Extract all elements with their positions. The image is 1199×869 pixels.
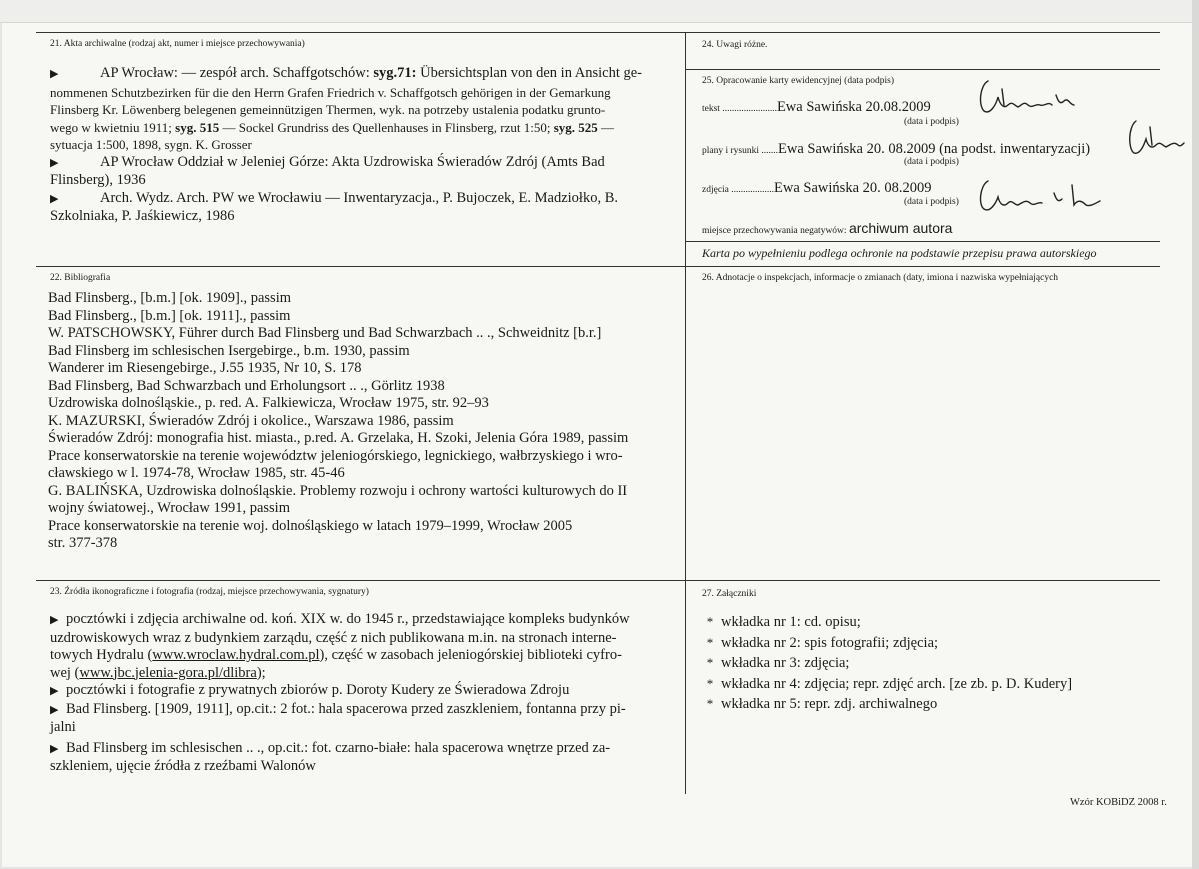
- source-text: Bad Flinsberg. [1909, 1911], op.cit.: 2 fot.: hala spacerowa przed zaszkleniem, fontanna przy pi-: [66, 700, 626, 717]
- scan-right-edge: [1192, 0, 1199, 869]
- attachment-label: wkładka nr 4: zdjęcia; repr. zdjęć arch. [ze zb. p. D. Kudery]: [721, 675, 1073, 692]
- signature-ref: syg.71:: [373, 65, 417, 81]
- bullet-icon: *: [706, 655, 714, 670]
- signature-plany: [1124, 115, 1190, 163]
- archive-entry-1-line2: nommenen Schutzbezirken für die den Herrn Grafen Friedrich v. Schaffgotsch gehörigen in der Gemarkung: [50, 84, 611, 100]
- arrow-icon: ▶: [50, 703, 59, 716]
- row-divider-2: [36, 580, 1160, 581]
- bibliography-entry: Bad Flinsberg., [b.m.] [ok. 1911]., passim: [48, 307, 291, 324]
- attachments-list: [699, 612, 1169, 715]
- jbc-link[interactable]: www.jbc.jelenia-gora.pl/dlibra: [79, 664, 257, 681]
- zdjecia-value: Ewa Sawińska 20. 08.2009: [774, 180, 932, 196]
- archive-entry-1-line4: [50, 119, 680, 137]
- document-page: [2, 23, 1192, 867]
- archive-entry-2: [50, 154, 680, 173]
- bibliography-entry: Prace konserwatorskie na terenie województw jeleniogórskiego, legnickiego, wałbrzyskiego i wro-: [48, 447, 623, 464]
- copyright-note: Karta po wypełnieniu podlega ochronie na podstawie przepisu prawa autorskiego: [702, 246, 1097, 260]
- tekst-value: Ewa Sawińska 20.08.2009: [776, 99, 931, 115]
- signature-zdjecia: [974, 175, 1114, 219]
- scan-top-band: [0, 0, 1199, 23]
- source-text: Bad Flinsberg im schlesischen .. ., op.cit.: fot. czarno-białe: hala spacerowa wnętrze przed za-: [66, 739, 611, 756]
- bibliography-entry: Bad Flinsberg im schlesischen Isergebirge., b.m. 1930, passim: [48, 342, 410, 359]
- attachment-item: [699, 612, 1169, 633]
- form-template-note: Wzór KOBiDZ 2008 r.: [1070, 797, 1167, 808]
- archive-entry-1-line5: sytuacja 1:500, 1898, sygn. K. Grosser: [50, 137, 252, 152]
- attachment-label: wkładka nr 3: zdjęcia;: [721, 655, 850, 671]
- attachment-item: [699, 674, 1169, 695]
- arrow-icon: ▶: [50, 614, 59, 626]
- bibliography-entry: Uzdrowiska dolnośląskie., p. red. A. Falkiewicza, Wrocław 1975, str. 92–93: [48, 395, 489, 411]
- arrow-icon: ▶: [50, 742, 59, 755]
- s24-divider: [685, 69, 1160, 70]
- bibliography-entry: str. 377-378: [48, 535, 118, 551]
- section-25-title: 25. Opracowanie karty ewidencyjnej (data podpis): [702, 76, 895, 86]
- source-entry-1-line3: [50, 647, 682, 665]
- source-text: pocztówki i fotografie z prywatnych zbiorów p. Doroty Kudery ze Świeradowa Zdroju: [66, 682, 570, 698]
- source-entry-4-line2: szkleniem, ujęcie źródła z rzeźbami Walonów: [50, 758, 316, 774]
- arrow-icon: ▶: [50, 192, 59, 205]
- bibliography-entry: W. PATSCHOWSKY, Führer durch Bad Flinsberg und Bad Schwarzbach .. ., Schweidnitz [b.r.]: [48, 325, 602, 341]
- attachment-item: [699, 694, 1169, 715]
- miejsce-value: archiwum autora: [848, 220, 953, 236]
- attachment-label: wkładka nr 5: repr. zdj. archiwalnego: [721, 696, 938, 712]
- data-i-podpis-label: (data i podpis): [904, 157, 959, 167]
- hydral-link[interactable]: www.wroclaw.hydral.com.pl: [152, 647, 320, 663]
- signature-tekst: [974, 75, 1084, 121]
- source-entry-1: [50, 611, 682, 630]
- arrow-icon: ▶: [50, 685, 59, 697]
- source-text: wej (: [50, 664, 80, 681]
- source-entry-3: [50, 701, 682, 720]
- bibliography-entry: Prace konserwatorskie na terenie woj. dolnośląskiego w latach 1979–1999, Wrocław 2005: [48, 517, 573, 534]
- archive-entry-3: [50, 190, 680, 209]
- source-text: towych Hydralu (: [50, 647, 153, 663]
- section-23-sources: [50, 611, 682, 776]
- source-entry-4: [50, 740, 682, 759]
- section-21-title: 21. Akta archiwalne (rodzaj akt, numer i miejsce przechowywania): [50, 39, 305, 49]
- attachment-label: wkładka nr 2: spis fotografii; zdjęcia;: [721, 634, 939, 651]
- data-i-podpis-label: (data i podpis): [904, 117, 959, 127]
- signature-ref: syg. 525: [553, 119, 598, 135]
- column-divider: [685, 32, 686, 794]
- bibliography-entry: Bad Flinsberg, Bad Schwarzbach und Erholungsort .. ., Görlitz 1938: [48, 377, 445, 394]
- archive-entry-3-line2: Szkolniaka, P. Jaśkiewicz, 1986: [50, 208, 235, 224]
- tekst-label: tekst .......................: [702, 104, 777, 114]
- signature-ref: syg. 515: [175, 119, 220, 135]
- arrow-icon: ▶: [50, 68, 59, 80]
- plany-row: [702, 140, 1090, 158]
- bibliography-list: [48, 290, 683, 553]
- source-text: pocztówki i zdjęcia archiwalne od. koń. XIX w. do 1945 r., przedstawiające kompleks budynków: [66, 611, 630, 627]
- archive-entry-text: Arch. Wydz. Arch. PW we Wrocławiu — Inwentaryzacja., P. Bujoczek, E. Madziołko, B.: [100, 189, 618, 206]
- bibliography-entry: G. BALIŃSKA, Uzdrowiska dolnośląskie. Problemy rozwoju i ochrony wartości kulturowych do II: [48, 482, 628, 499]
- bibliography-entry: Świeradów Zdrój: monografia hist. miasta., p.red. A. Grzelaka, H. Szoki, Jelenia Góra 1989, passim: [48, 430, 629, 446]
- miejsce-row: [702, 220, 952, 238]
- plany-label: plany i rysunki .......: [702, 146, 778, 156]
- source-entry-3-line2: jalni: [50, 719, 76, 735]
- plany-value: Ewa Sawińska 20. 08.2009 (na podst. inwentaryzacji): [778, 141, 1091, 157]
- data-i-podpis-label: (data i podpis): [904, 197, 959, 207]
- arrow-icon: ▶: [50, 156, 59, 169]
- zdjecia-row: [702, 179, 932, 197]
- section-23-title: 23. Źródła ikonograficzne i fotografia (rodzaj, miejsce przechowywania, sygnatury): [50, 587, 369, 597]
- bibliography-entry: cławskiego w l. 1974-78, Wrocław 1985, str. 45-46: [48, 465, 345, 481]
- s25-note-divider: [685, 241, 1160, 242]
- bullet-icon: *: [706, 614, 714, 629]
- section-27-title: 27. Załączniki: [702, 589, 757, 599]
- bibliography-entry: Bad Flinsberg., [b.m.] [ok. 1909]., passim: [48, 290, 291, 306]
- archive-entry-text: AP Wrocław: — zespół arch. Schaffgotschów:: [100, 65, 374, 81]
- attachment-item: [699, 653, 1169, 674]
- archive-entry-1-line3: Flinsberg Kr. Löwenberg belegenen gemeinnützigen Thermen, wyk. na potrzeby ustalenia podatku grunto-: [50, 102, 606, 117]
- bibliography-entry: Wanderer im Riesengebirge., J.55 1935, Nr 10, S. 178: [48, 360, 362, 376]
- archive-entry-2-line2: Flinsberg), 1936: [50, 172, 146, 188]
- row-divider-1: [36, 266, 1160, 267]
- section-22-title: 22. Bibliografia: [50, 273, 111, 283]
- attachment-item: [699, 633, 1169, 654]
- section-24-title: 24. Uwagi różne.: [702, 40, 768, 50]
- bibliography-entry: K. MAZURSKI, Świeradów Zdrój i okolice., Warszawa 1986, passim: [48, 412, 454, 429]
- bullet-icon: *: [706, 634, 714, 650]
- source-text: ), część w zasobach jeleniogórskiej biblioteki cyfro-: [319, 647, 622, 663]
- tekst-row: [702, 98, 931, 116]
- bullet-icon: *: [706, 696, 714, 711]
- archive-entry-text: Übersichtsplan von den in Ansicht ge-: [416, 65, 643, 81]
- section-21-archive-list: [50, 65, 680, 226]
- archive-entry-1: [50, 65, 680, 84]
- source-entry-2: [50, 682, 682, 701]
- source-entry-1-line4: [50, 665, 682, 683]
- archive-entry-text: wego w kwietniu 1911;: [50, 119, 176, 135]
- bibliography-entry: wojny światowej., Wrocław 1991, passim: [48, 500, 290, 516]
- source-text: );: [256, 664, 266, 681]
- bullet-icon: *: [706, 675, 714, 691]
- archive-entry-text: AP Wrocław Oddział w Jeleniej Górze: Akta Uzdrowiska Świeradów Zdrój (Amts Bad: [100, 153, 605, 170]
- top-border: [36, 32, 1160, 33]
- source-entry-1-line2: uzdrowiskowych wraz z budynkiem zarządu, część z nich publikowana m.in. na stronach interne-: [50, 629, 617, 646]
- attachment-label: wkładka nr 1: cd. opisu;: [721, 614, 861, 630]
- section-26-title: 26. Adnotacje o inspekcjach, informacje o zmianach (daty, imiona i nazwiska wypełniających: [702, 273, 1059, 283]
- miejsce-label: miejsce przechowywania negatywów:: [702, 226, 849, 236]
- zdjecia-label: zdjęcia ..................: [702, 185, 775, 195]
- archive-entry-text: — Sockel Grundriss des Quellenhauses in Flinsberg, rzut 1:50;: [219, 119, 554, 135]
- archive-entry-text: —: [597, 119, 615, 135]
